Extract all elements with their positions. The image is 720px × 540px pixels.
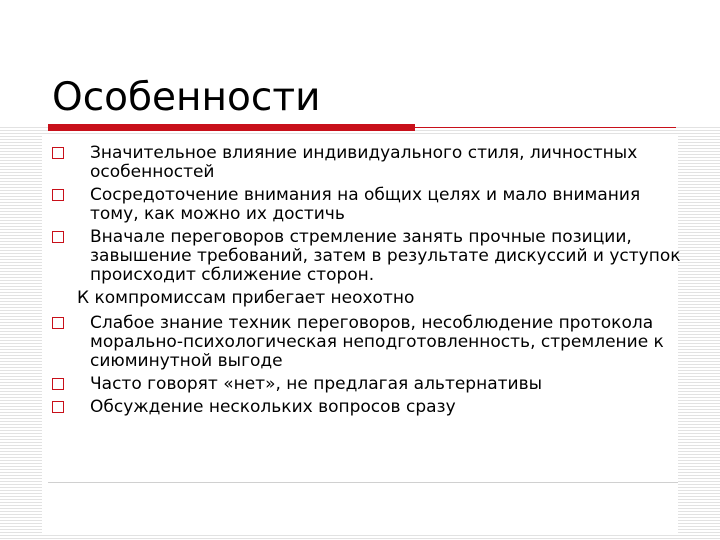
square-bullet-icon (52, 189, 64, 201)
list-item-text: Сосредоточение внимания на общих целях и мало внимания тому, как можно их достичь (90, 185, 641, 224)
list-item (50, 398, 690, 417)
square-bullet-icon (52, 401, 64, 413)
title-divider-line (415, 127, 676, 128)
list-item-text: Часто говорят «нет», не предлагая альтернативы (90, 374, 543, 394)
list-item (50, 144, 690, 182)
list-item-text: Значительное влияние индивидуального стиля, личностных особенностей (90, 143, 638, 182)
list-item (50, 186, 690, 224)
list-item (50, 228, 690, 285)
square-bullet-icon (52, 378, 64, 390)
list-item-text: Обсуждение нескольких вопросов сразу (90, 397, 456, 417)
bullet-list (50, 144, 690, 421)
list-item-text: Слабое знание техник переговоров, несоблюдение протокола морально-психологическая неподготовленность, стремление к сиюминутной выгоде (90, 313, 664, 371)
title-accent-bar (48, 124, 415, 131)
square-bullet-icon (52, 231, 64, 243)
square-bullet-icon (52, 147, 64, 159)
list-item-text: К компромиссам прибегает неохотно (77, 288, 415, 308)
footer-divider-line (48, 482, 678, 483)
list-item (50, 375, 690, 394)
list-item-text: Вначале переговоров стремление занять прочные позиции, завышение требований, затем в результате дискуссий и уступок происходит сближение сторон. (90, 227, 681, 285)
list-item-continuation (50, 289, 690, 308)
list-item (50, 314, 690, 371)
slide-title: Особенности (52, 75, 321, 120)
square-bullet-icon (52, 317, 64, 329)
